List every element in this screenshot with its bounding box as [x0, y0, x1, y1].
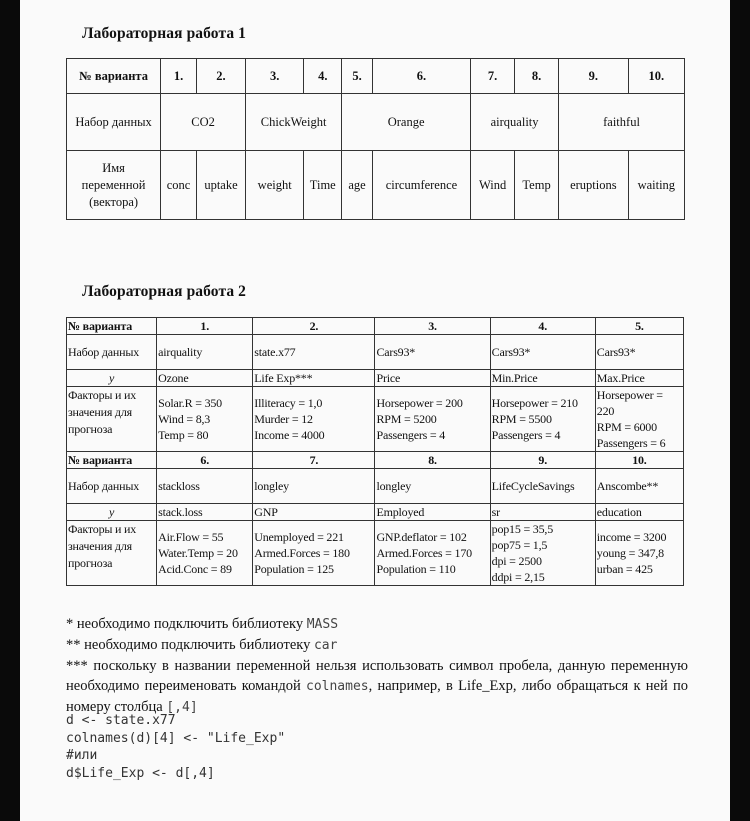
factors-cell — [157, 521, 253, 586]
factors-cell — [157, 387, 253, 452]
factor-line: Income = 4000 — [254, 428, 325, 442]
code-line: #или — [66, 748, 98, 763]
row-label-y: y — [67, 504, 157, 521]
dataset-cell: airquality — [471, 94, 559, 151]
y-cell: stack.loss — [157, 504, 253, 521]
table-row — [67, 151, 685, 220]
factor-line: Unemployed = 221 — [254, 530, 344, 544]
code-block — [66, 712, 285, 782]
variable-cell: Temp — [515, 151, 559, 220]
command-name: colnames — [306, 679, 369, 694]
factor-line: Temp = 80 — [158, 428, 209, 442]
y-cell: education — [595, 504, 683, 521]
variable-cell: Time — [304, 151, 342, 220]
variant-number: 5. — [342, 59, 373, 94]
variant-number: 5. — [595, 318, 683, 335]
factor-line: GNP.deflator = 102 — [376, 530, 467, 544]
variant-number: 8. — [515, 59, 559, 94]
footnote-3 — [66, 656, 688, 718]
factor-line: ddpi = 2,15 — [491, 570, 545, 584]
variant-number: 4. — [304, 59, 342, 94]
factor-line: Passengers = 4 — [376, 428, 446, 442]
factor-line: Population = 125 — [254, 562, 334, 576]
dataset-cell: Cars93* — [375, 335, 490, 370]
lab2-title: Лабораторная работа 2 — [82, 283, 247, 300]
column-index: [,4] — [166, 700, 198, 715]
factor-line: RPM = 5200 — [376, 412, 437, 426]
row-label-dataset: Набор данных — [67, 469, 157, 504]
variant-number: 4. — [490, 318, 595, 335]
dataset-cell: longley — [253, 469, 375, 504]
footnotes — [66, 614, 688, 718]
variant-number: 2. — [196, 59, 245, 94]
table-row — [67, 94, 685, 151]
library-name: MASS — [306, 617, 339, 632]
variant-number: 3. — [246, 59, 304, 94]
factor-line: urban = 425 — [596, 562, 653, 576]
factor-line: dpi = 2500 — [491, 554, 542, 568]
y-cell: Min.Price — [490, 370, 595, 387]
table-row — [67, 318, 684, 335]
factor-line: young = 347,8 — [596, 546, 664, 560]
header-variant: № варианта — [67, 59, 161, 94]
row-label-dataset: Набор данных — [67, 335, 157, 370]
row-label-factors: Факторы и их значения для прогноза — [67, 521, 157, 586]
variable-cell: uptake — [196, 151, 245, 220]
lab2-table — [66, 317, 684, 586]
factors-cell — [595, 387, 683, 452]
variant-number: 9. — [490, 452, 595, 469]
y-cell: sr — [490, 504, 595, 521]
variant-number: 7. — [253, 452, 375, 469]
dataset-cell: stackloss — [157, 469, 253, 504]
factors-cell — [375, 387, 490, 452]
dataset-cell: airquality — [157, 335, 253, 370]
dataset-cell: ChickWeight — [246, 94, 342, 151]
lab1-title: Лабораторная работа 1 — [82, 25, 247, 42]
row-label-factors: Факторы и их значения для прогноза — [67, 387, 157, 452]
variable-cell: weight — [246, 151, 304, 220]
y-cell: Employed — [375, 504, 490, 521]
factor-line: pop15 = 35,5 — [491, 522, 554, 536]
code-line: d <- state.x77 — [66, 713, 176, 728]
photo-border-right — [730, 0, 750, 821]
factors-cell — [253, 521, 375, 586]
footnote-1 — [66, 614, 688, 635]
factor-line: Water.Temp = 20 — [158, 546, 238, 560]
factor-line: income = 3200 — [596, 530, 667, 544]
factor-line: Horsepower = 210 — [491, 396, 578, 410]
variant-number: 6. — [372, 59, 470, 94]
factors-cell — [490, 521, 595, 586]
dataset-cell: LifeCycleSavings — [490, 469, 595, 504]
factor-line: Air.Flow = 55 — [158, 530, 224, 544]
row-label-variant: № варианта — [67, 318, 157, 335]
dataset-cell: faithful — [559, 94, 685, 151]
variant-number: 1. — [161, 59, 197, 94]
variant-number: 6. — [157, 452, 253, 469]
photo-border-left — [0, 0, 20, 821]
variant-number: 2. — [253, 318, 375, 335]
variant-number: 9. — [559, 59, 629, 94]
factor-line: Murder = 12 — [254, 412, 313, 426]
dataset-cell: Orange — [342, 94, 471, 151]
factor-line: Armed.Forces = 170 — [376, 546, 472, 560]
factor-line: RPM = 5500 — [491, 412, 552, 426]
footnote-text: , например, в Life_Exp, либо обращаться к ней по номеру столбца — [66, 678, 688, 715]
document-page — [20, 0, 730, 821]
footnote-text: ** необходимо подключить библиотеку — [66, 637, 314, 653]
factors-cell — [253, 387, 375, 452]
y-cell: Max.Price — [595, 370, 683, 387]
factor-line: Acid.Conc = 89 — [158, 562, 232, 576]
variable-cell: waiting — [628, 151, 684, 220]
variant-number: 3. — [375, 318, 490, 335]
dataset-cell: longley — [375, 469, 490, 504]
y-cell: GNP — [253, 504, 375, 521]
factor-line: Population = 110 — [376, 562, 456, 576]
factor-line: Solar.R = 350 — [158, 396, 222, 410]
factors-cell — [490, 387, 595, 452]
factor-line: Passengers = 4 — [491, 428, 561, 442]
factor-line: Passengers = 6 — [596, 436, 666, 450]
y-cell: Ozone — [157, 370, 253, 387]
variant-number: 1. — [157, 318, 253, 335]
variable-cell: circumference — [372, 151, 470, 220]
footnote-text: * необходимо подключить библиотеку — [66, 616, 307, 632]
table-row — [67, 521, 684, 586]
table-row — [67, 59, 685, 94]
dataset-cell: CO2 — [161, 94, 246, 151]
footnote-text: *** поскольку в названии переменной нельзя использовать символ пробела, данную переменную необходимо переименовать командой — [66, 658, 688, 694]
variable-cell: conc — [161, 151, 197, 220]
footnote-2 — [66, 635, 688, 656]
factors-cell — [375, 521, 490, 586]
variant-number: 8. — [375, 452, 490, 469]
dataset-cell: Cars93* — [595, 335, 683, 370]
factor-line: Horsepower = 200 — [376, 396, 463, 410]
code-line: d$Life_Exp <- d[,4] — [66, 765, 215, 781]
table-row — [67, 469, 684, 504]
dataset-cell: Anscombe** — [595, 469, 683, 504]
y-cell: Life Exp*** — [253, 370, 375, 387]
variable-cell: eruptions — [559, 151, 629, 220]
table-row — [67, 370, 684, 387]
factors-cell — [595, 521, 683, 586]
factor-line: pop75 = 1,5 — [491, 538, 548, 552]
variable-cell: Wind — [471, 151, 515, 220]
lab1-table — [66, 58, 685, 220]
factor-line: Wind = 8,3 — [158, 412, 211, 426]
factor-line: RPM = 6000 — [596, 420, 657, 434]
table-row — [67, 504, 684, 521]
factor-line: Illiteracy = 1,0 — [254, 396, 323, 410]
library-name: car — [313, 638, 338, 653]
table-row — [67, 387, 684, 452]
code-line: colnames(d)[4] <- "Life_Exp" — [66, 730, 286, 746]
table-row — [67, 452, 684, 469]
dataset-cell: state.x77 — [253, 335, 375, 370]
header-variable: Имя переменной (вектора) — [67, 151, 161, 220]
table-row — [67, 335, 684, 370]
y-cell: Price — [375, 370, 490, 387]
variant-number: 10. — [628, 59, 684, 94]
variant-number: 7. — [471, 59, 515, 94]
dataset-cell: Cars93* — [490, 335, 595, 370]
factor-line: Armed.Forces = 180 — [254, 546, 350, 560]
row-label-variant: № варианта — [67, 452, 157, 469]
factor-line: Horsepower = 220 — [596, 388, 663, 418]
variant-number: 10. — [595, 452, 683, 469]
row-label-y: y — [67, 370, 157, 387]
variable-cell: age — [342, 151, 373, 220]
header-dataset: Набор данных — [67, 94, 161, 151]
